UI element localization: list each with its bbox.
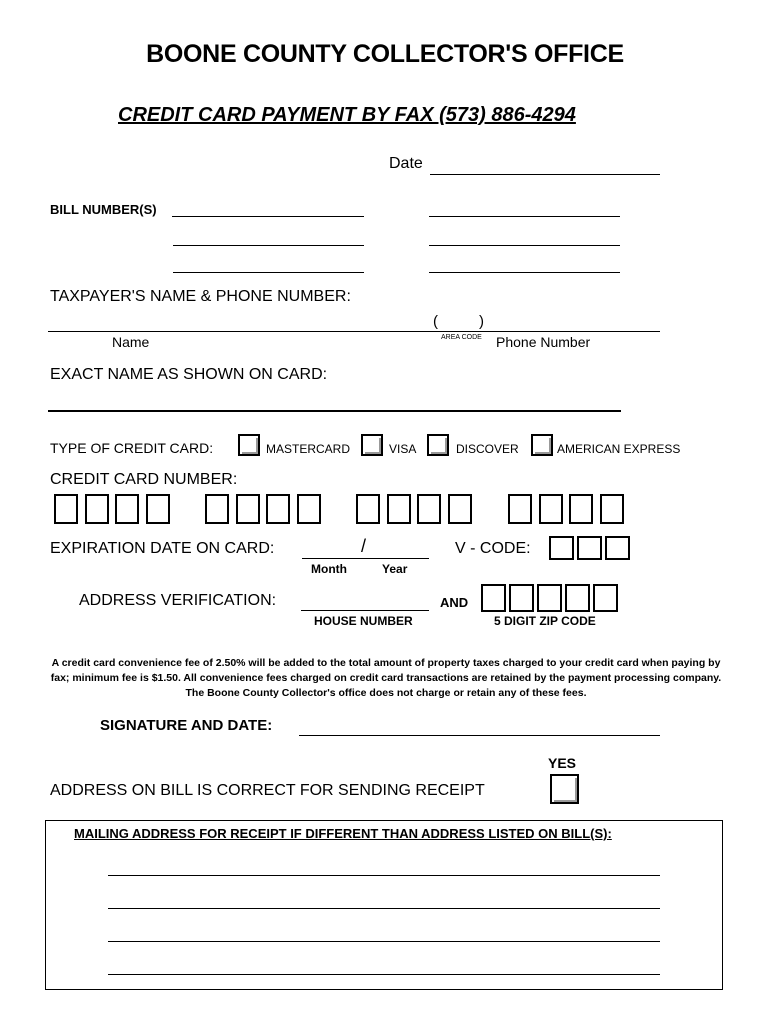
card-number-label: CREDIT CARD NUMBER:	[50, 471, 238, 488]
card-number-digit-box[interactable]	[146, 494, 170, 524]
signature-field[interactable]	[299, 735, 660, 736]
v-code-digit-box[interactable]	[549, 536, 574, 560]
bill-number-field[interactable]	[172, 216, 364, 217]
area-code-caption: AREA CODE	[441, 334, 482, 341]
area-code-close-paren: )	[479, 313, 484, 330]
card-number-digit-box[interactable]	[387, 494, 411, 524]
bill-number-field[interactable]	[429, 245, 620, 246]
bill-number-field[interactable]	[173, 272, 364, 273]
year-caption: Year	[382, 562, 408, 576]
bill-number-field[interactable]	[173, 245, 364, 246]
bill-number-field[interactable]	[429, 272, 620, 273]
card-number-digit-box[interactable]	[448, 494, 472, 524]
date-label: Date	[389, 155, 423, 172]
card-number-digit-box[interactable]	[54, 494, 78, 524]
signature-label: SIGNATURE AND DATE:	[100, 717, 273, 734]
mastercard-checkbox[interactable]	[238, 434, 260, 456]
bill-number-field[interactable]	[429, 216, 620, 217]
card-number-digit-box[interactable]	[85, 494, 109, 524]
expiration-date-field[interactable]	[302, 558, 429, 559]
mailing-address-label: MAILING ADDRESS FOR RECEIPT IF DIFFERENT THAN ADDRESS LISTED ON BILL(S):	[74, 826, 612, 841]
bill-numbers-label: BILL NUMBER(S)	[50, 202, 157, 217]
fax-subtitle: CREDIT CARD PAYMENT BY FAX (573) 886-4294	[118, 104, 576, 126]
zip-code-digit-box[interactable]	[565, 584, 590, 612]
page-title: BOONE COUNTY COLLECTOR'S OFFICE	[146, 40, 624, 68]
mailing-address-line[interactable]	[108, 974, 660, 975]
mastercard-option-label: MASTERCARD	[266, 442, 351, 456]
address-correct-label: ADDRESS ON BILL IS CORRECT FOR SENDING RECEIPT	[50, 782, 485, 799]
taxpayer-name-phone-field[interactable]	[48, 331, 660, 332]
exact-name-label: EXACT NAME AS SHOWN ON CARD:	[50, 366, 328, 383]
card-number-digit-box[interactable]	[508, 494, 532, 524]
house-number-caption: HOUSE NUMBER	[314, 614, 413, 628]
and-label: AND	[440, 595, 469, 610]
exact-name-field[interactable]	[48, 410, 621, 412]
card-number-digit-box[interactable]	[236, 494, 260, 524]
visa-checkbox[interactable]	[361, 434, 383, 456]
card-number-digit-box[interactable]	[205, 494, 229, 524]
taxpayer-label: TAXPAYER'S NAME & PHONE NUMBER:	[50, 288, 351, 305]
discover-checkbox[interactable]	[427, 434, 449, 456]
zip-code-digit-box[interactable]	[537, 584, 562, 612]
expiration-slash: /	[361, 536, 367, 556]
card-number-digit-box[interactable]	[266, 494, 290, 524]
v-code-digit-box[interactable]	[605, 536, 630, 560]
card-number-digit-box[interactable]	[600, 494, 624, 524]
mailing-address-box	[45, 820, 723, 990]
card-number-digit-box[interactable]	[115, 494, 139, 524]
card-number-digit-box[interactable]	[539, 494, 563, 524]
mailing-address-line[interactable]	[108, 908, 660, 909]
v-code-label: V - CODE:	[455, 540, 531, 557]
american-express-option-label: AMERICAN EXPRESS	[557, 442, 681, 456]
convenience-fee-notice: A credit card convenience fee of 2.50% will be added to the total amount of property taxes charged to your credit card when paying by fax; minimum fee is $1.50. All convenience fees charged on credit card transactions are retained by the payment processing company. The Boone County Collector's office does not charge or retain any of these fees.	[50, 657, 722, 699]
zip-code-digit-box[interactable]	[509, 584, 534, 612]
month-caption: Month	[311, 562, 347, 576]
yes-label: YES	[548, 755, 577, 771]
expiration-label: EXPIRATION DATE ON CARD:	[50, 540, 275, 557]
zip-code-digit-box[interactable]	[593, 584, 618, 612]
zip-code-digit-box[interactable]	[481, 584, 506, 612]
discover-option-label: DISCOVER	[456, 442, 519, 456]
mailing-address-line[interactable]	[108, 941, 660, 942]
visa-option-label: VISA	[389, 442, 417, 456]
area-code-open-paren: (	[433, 313, 438, 330]
mailing-address-line[interactable]	[108, 875, 660, 876]
american-express-checkbox[interactable]	[531, 434, 553, 456]
card-number-digit-box[interactable]	[356, 494, 380, 524]
card-number-digit-box[interactable]	[417, 494, 441, 524]
address-verification-label: ADDRESS VERIFICATION:	[79, 592, 277, 609]
phone-number-caption: Phone Number	[496, 334, 591, 350]
card-number-digit-box[interactable]	[569, 494, 593, 524]
house-number-field[interactable]	[301, 610, 429, 611]
card-number-digit-box[interactable]	[297, 494, 321, 524]
v-code-digit-box[interactable]	[577, 536, 602, 560]
date-field[interactable]	[430, 174, 660, 175]
name-caption: Name	[112, 334, 150, 350]
card-type-label: TYPE OF CREDIT CARD:	[50, 440, 214, 456]
zip-code-caption: 5 DIGIT ZIP CODE	[494, 614, 596, 628]
address-correct-checkbox[interactable]	[550, 774, 579, 804]
